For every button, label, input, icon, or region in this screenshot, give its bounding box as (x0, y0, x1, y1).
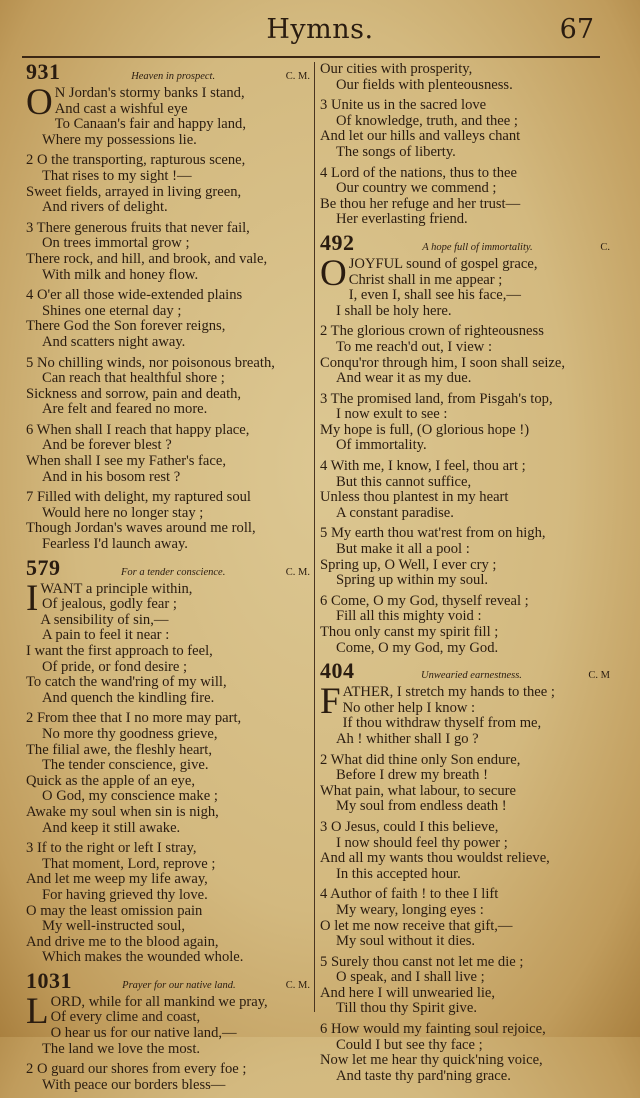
verse-line: And wear it as my due. (336, 370, 472, 387)
verse-line: N Jordan's stormy banks I stand, (54, 85, 245, 101)
verse-line: 4 With me, I know, I feel, thou art ; (320, 458, 526, 475)
verse-line: And all my wants thou wouldst relieve, (320, 850, 550, 867)
verse-line: On trees immortal grow ; (42, 235, 190, 252)
hymn-subject: A hope full of immortality. (422, 241, 533, 253)
hymn-number: 931 (26, 59, 61, 84)
verse-line: Of knowledge, truth, and thee ; (336, 112, 518, 129)
verse-line: To me reach'd out, I view : (336, 338, 493, 355)
verse-line: And let our hills and valleys chant (320, 128, 521, 145)
drop-cap: I (26, 577, 39, 619)
verse-line: Sweet fields, arrayed in living green, (26, 183, 242, 200)
verse-line: Spring up, O Well, I ever cry ; (320, 556, 497, 573)
verse-line: And here I will unwearied lie, (320, 984, 496, 1001)
hymn-block (320, 229, 610, 661)
verse-line: 2 From thee that I no more may part, (26, 710, 242, 727)
verse-line: There God the Son forever reigns, (26, 318, 226, 335)
verse (320, 392, 610, 454)
hymn-meter: C. M. (285, 566, 310, 578)
verse (26, 221, 310, 283)
verse-line: In this accepted hour. (336, 865, 461, 882)
verse-line: 4 Author of faith ! to thee I lift (320, 886, 499, 903)
verse-line: The songs of liberty. (336, 143, 456, 160)
verse-line: And quench the kindling fire. (42, 689, 215, 706)
verse-line: My soul from endless death ! (336, 798, 507, 815)
verse-line: 3 Unite us in the sacred love (320, 97, 487, 114)
verse (320, 594, 610, 656)
verse (26, 990, 310, 1057)
verse-line: Our cities with prosperity, (320, 61, 473, 77)
hymn-number: 492 (320, 229, 355, 255)
verse-line: Could I but see thy face ; (336, 1036, 483, 1053)
verse-line: Though Jordan's waves around me roll, (26, 520, 256, 537)
verse-line: Be thou her refuge and her trust— (320, 195, 521, 212)
verse-line: And in his bosom rest ? (42, 468, 181, 485)
verse-line: My weary, longing eyes : (336, 901, 484, 918)
verse-line: A pain to feel it near : (42, 627, 170, 644)
verse (26, 1062, 310, 1093)
verse (320, 887, 610, 949)
verse-line: That rises to my sight !— (42, 167, 192, 184)
verse-line: And be forever blest ? (42, 437, 172, 454)
verse (26, 288, 310, 350)
verse (26, 82, 310, 148)
verse-line: And cast a wishful eye (54, 100, 188, 117)
drop-cap: F (320, 681, 341, 723)
verse-line: And rivers of delight. (42, 199, 168, 216)
verse-line: JOYFUL sound of gospel grace, (348, 255, 538, 272)
verse-line: 2 What did thine only Son endure, (320, 751, 521, 768)
verse-line: Of pride, or fond desire ; (42, 658, 188, 675)
drop-cap: O (26, 82, 53, 123)
hymn-heading (26, 967, 310, 995)
verse (26, 711, 310, 836)
verse-line: Our fields with plenteousness. (336, 76, 513, 93)
hymn-subject: Prayer for our native land. (122, 979, 236, 991)
verse-line: Now let me hear thy quick'ning voice, (320, 1052, 543, 1069)
verse-line: I, even I, shall see his face,— (348, 287, 521, 304)
verse-line: That moment, Lord, reprove ; (42, 855, 216, 872)
verse (320, 955, 610, 1017)
hymn-meter: C. (600, 241, 610, 253)
verse-line: ORD, while for all mankind we pray, (50, 993, 268, 1010)
hymn-heading (26, 59, 310, 86)
hymn-subject: For a tender conscience. (120, 566, 226, 578)
verse-line: Of immortality. (336, 437, 427, 454)
verse-line: Shines one eternal day ; (42, 302, 182, 319)
verse-line: Fill all this mighty void : (336, 608, 482, 625)
verse-line: A constant paradise. (336, 504, 454, 521)
verse (320, 526, 610, 588)
verse-line: WANT a principle within, (40, 580, 193, 597)
verse-line: Are felt and feared no more. (42, 401, 208, 418)
verse-line: ATHER, I stretch my hands to thee ; (342, 684, 555, 701)
verse-line: 3 The promised land, from Pisgah's top, (320, 390, 553, 407)
hymn-block (26, 967, 310, 1098)
verse-line: I shall be holy here. (336, 302, 452, 319)
hymn-heading (320, 658, 610, 685)
verse-line: My soul without it dies. (336, 933, 476, 950)
verse (320, 1022, 610, 1084)
verse (320, 166, 610, 228)
verse-line: I now exult to see : (336, 406, 448, 423)
verse-line: No more thy goodness grieve, (42, 725, 218, 742)
verse-line: 5 Surely thou canst not let me die ; (320, 953, 524, 970)
verse-line: My well-instructed soul, (42, 918, 186, 935)
verse-line: Unless thou plantest in my heart (320, 489, 509, 506)
verse-line: O speak, and I shall live ; (336, 969, 485, 986)
verse-line: I want the first approach to feel, (26, 643, 213, 659)
verse-line: The filial awe, the fleshly heart, (26, 741, 212, 758)
verse (320, 252, 610, 319)
verse-line: And let me weep my life away, (26, 871, 208, 888)
verse-line: A sensibility of sin,— (40, 611, 169, 628)
hymn-meter: C. M (588, 670, 610, 682)
verse-line: Quick as the apple of an eye, (26, 772, 195, 789)
verse-line: Her everlasting friend. (336, 211, 468, 228)
page-header (0, 0, 640, 56)
verse-line: Christ shall in me appear ; (348, 271, 503, 288)
verse (26, 356, 310, 418)
verse (320, 62, 610, 93)
verse-line: Would here no longer stay ; (42, 504, 204, 521)
verse-line: Till thou thy Spirit give. (336, 1000, 477, 1017)
verse (26, 841, 310, 966)
verse-line: To Canaan's fair and happy land, (54, 116, 246, 133)
verse-line: 3 O Jesus, could I this believe, (320, 818, 499, 835)
column-divider (314, 62, 315, 1012)
drop-cap: O (320, 252, 347, 294)
verse-line: 7 Filled with delight, my raptured soul (26, 489, 251, 506)
verse (320, 324, 610, 386)
verse-line: 2 O guard our shores from every foe ; (26, 1061, 247, 1078)
verse-line: But make it all a pool : (336, 541, 470, 558)
hymn-block (26, 554, 310, 971)
verse-line: Come, O my God, my God. (336, 639, 499, 656)
hymn-meter: C. M. (285, 979, 310, 991)
verse-line: What pain, what labour, to secure (320, 782, 516, 799)
verse-line: And drive me to the blood again, (26, 933, 219, 950)
verse (26, 577, 310, 707)
hymn-meter: C. M. (285, 71, 310, 82)
verse-line: 3 If to the right or left I stray, (26, 840, 197, 857)
verse-line: Can reach that healthful shore ; (42, 370, 225, 387)
verse-line: Thou only canst my spirit fill ; (320, 624, 499, 640)
hymn-number: 579 (26, 554, 61, 580)
verse (320, 681, 610, 747)
verse-line: 5 No chilling winds, nor poisonous breath, (26, 354, 275, 371)
verse-line: Where my possessions lie. (42, 131, 197, 148)
verse-line: 3 There generous fruits that never fail, (26, 219, 250, 236)
verse (26, 490, 310, 552)
verse-line: When shall I see my Father's face, (26, 453, 226, 470)
verse-line: My hope is full, (O glorious hope !) (320, 421, 530, 438)
verse-line: No other help I know : (342, 699, 476, 716)
hymn-block (320, 658, 610, 1089)
verse-line: 2 O the transporting, rapturous scene, (26, 152, 246, 169)
verse-line: Of every clime and coast, (50, 1009, 201, 1026)
verse-line: And taste thy pard'ning grace. (336, 1067, 511, 1084)
verse-line: And keep it still awake. (42, 819, 181, 836)
verse-line: With peace our borders bless— (42, 1076, 226, 1093)
verse-line: Conqu'ror through him, I soon shall seize, (320, 354, 566, 371)
verse (320, 820, 610, 882)
verse-line: And scatters night away. (42, 333, 186, 350)
hymn-number: 1031 (26, 967, 72, 993)
hymn-subject: Heaven in prospect. (131, 71, 216, 82)
verse-line: 6 Come, O my God, thyself reveal ; (320, 592, 529, 609)
verse-line: But this cannot suffice, (336, 473, 472, 490)
right-column (320, 62, 610, 1089)
verse-line: Fearless I'd launch away. (42, 536, 188, 553)
verse-line: Awake my soul when sin is nigh, (26, 803, 219, 820)
verse-line: To catch the wand'ring of my will, (26, 674, 227, 691)
verse-line: 2 The glorious crown of righteousness (320, 323, 544, 340)
verse-line: 4 O'er all those wide-extended plains (26, 287, 243, 304)
verse-line: Sickness and sorrow, pain and death, (26, 385, 242, 402)
verse-line: 6 When shall I reach that happy place, (26, 421, 250, 438)
verse-line: Which makes the wounded whole. (42, 949, 244, 966)
verse-line: The tender conscience, give. (42, 757, 209, 774)
hymn-heading (26, 554, 310, 582)
hymn-subject: Unwearied earnestness. (421, 670, 522, 682)
verse-line: The land we love the most. (42, 1040, 201, 1057)
verse-line: 4 Lord of the nations, thus to thee (320, 164, 517, 181)
verse (26, 153, 310, 215)
hymn-number: 404 (320, 658, 355, 684)
verse-line: 6 How would my fainting soul rejoice, (320, 1021, 546, 1038)
hymn-block (320, 62, 610, 233)
verse-line: Before I drew my breath ! (336, 767, 488, 784)
verse-line: Spring up within my soul. (336, 572, 489, 589)
drop-cap: L (26, 990, 49, 1032)
verse-line: I now should feel thy power ; (336, 834, 508, 851)
hymn-block (26, 59, 310, 558)
verse-line: O God, my conscience make ; (42, 788, 218, 805)
hymn-heading (320, 229, 610, 257)
verse-line: Of jealous, godly fear ; (42, 596, 177, 613)
verse-line: If thou withdraw thyself from me, (342, 715, 542, 732)
verse (320, 98, 610, 160)
verse-line: Ah ! whither shall I go ? (336, 730, 479, 747)
verse (320, 459, 610, 521)
verse-line: O may the least omission pain (26, 902, 203, 919)
page-title: Hymns. (266, 14, 374, 45)
verse-line: With milk and honey flow. (42, 266, 199, 283)
verse-line: 5 My earth thou wat'rest from on high, (320, 525, 546, 542)
verse-line: There rock, and hill, and brook, and vale, (26, 250, 268, 267)
verse-line: For having grieved thy love. (42, 886, 208, 903)
verse-line: O hear us for our native land,— (50, 1025, 237, 1042)
page-number: 67 (559, 14, 594, 45)
left-column (26, 59, 310, 1098)
verse (320, 753, 610, 815)
verse-line: O let me now receive that gift,— (320, 917, 513, 934)
verse (26, 423, 310, 485)
verse-line: Our country we commend ; (336, 180, 497, 197)
header-rule (22, 56, 600, 58)
